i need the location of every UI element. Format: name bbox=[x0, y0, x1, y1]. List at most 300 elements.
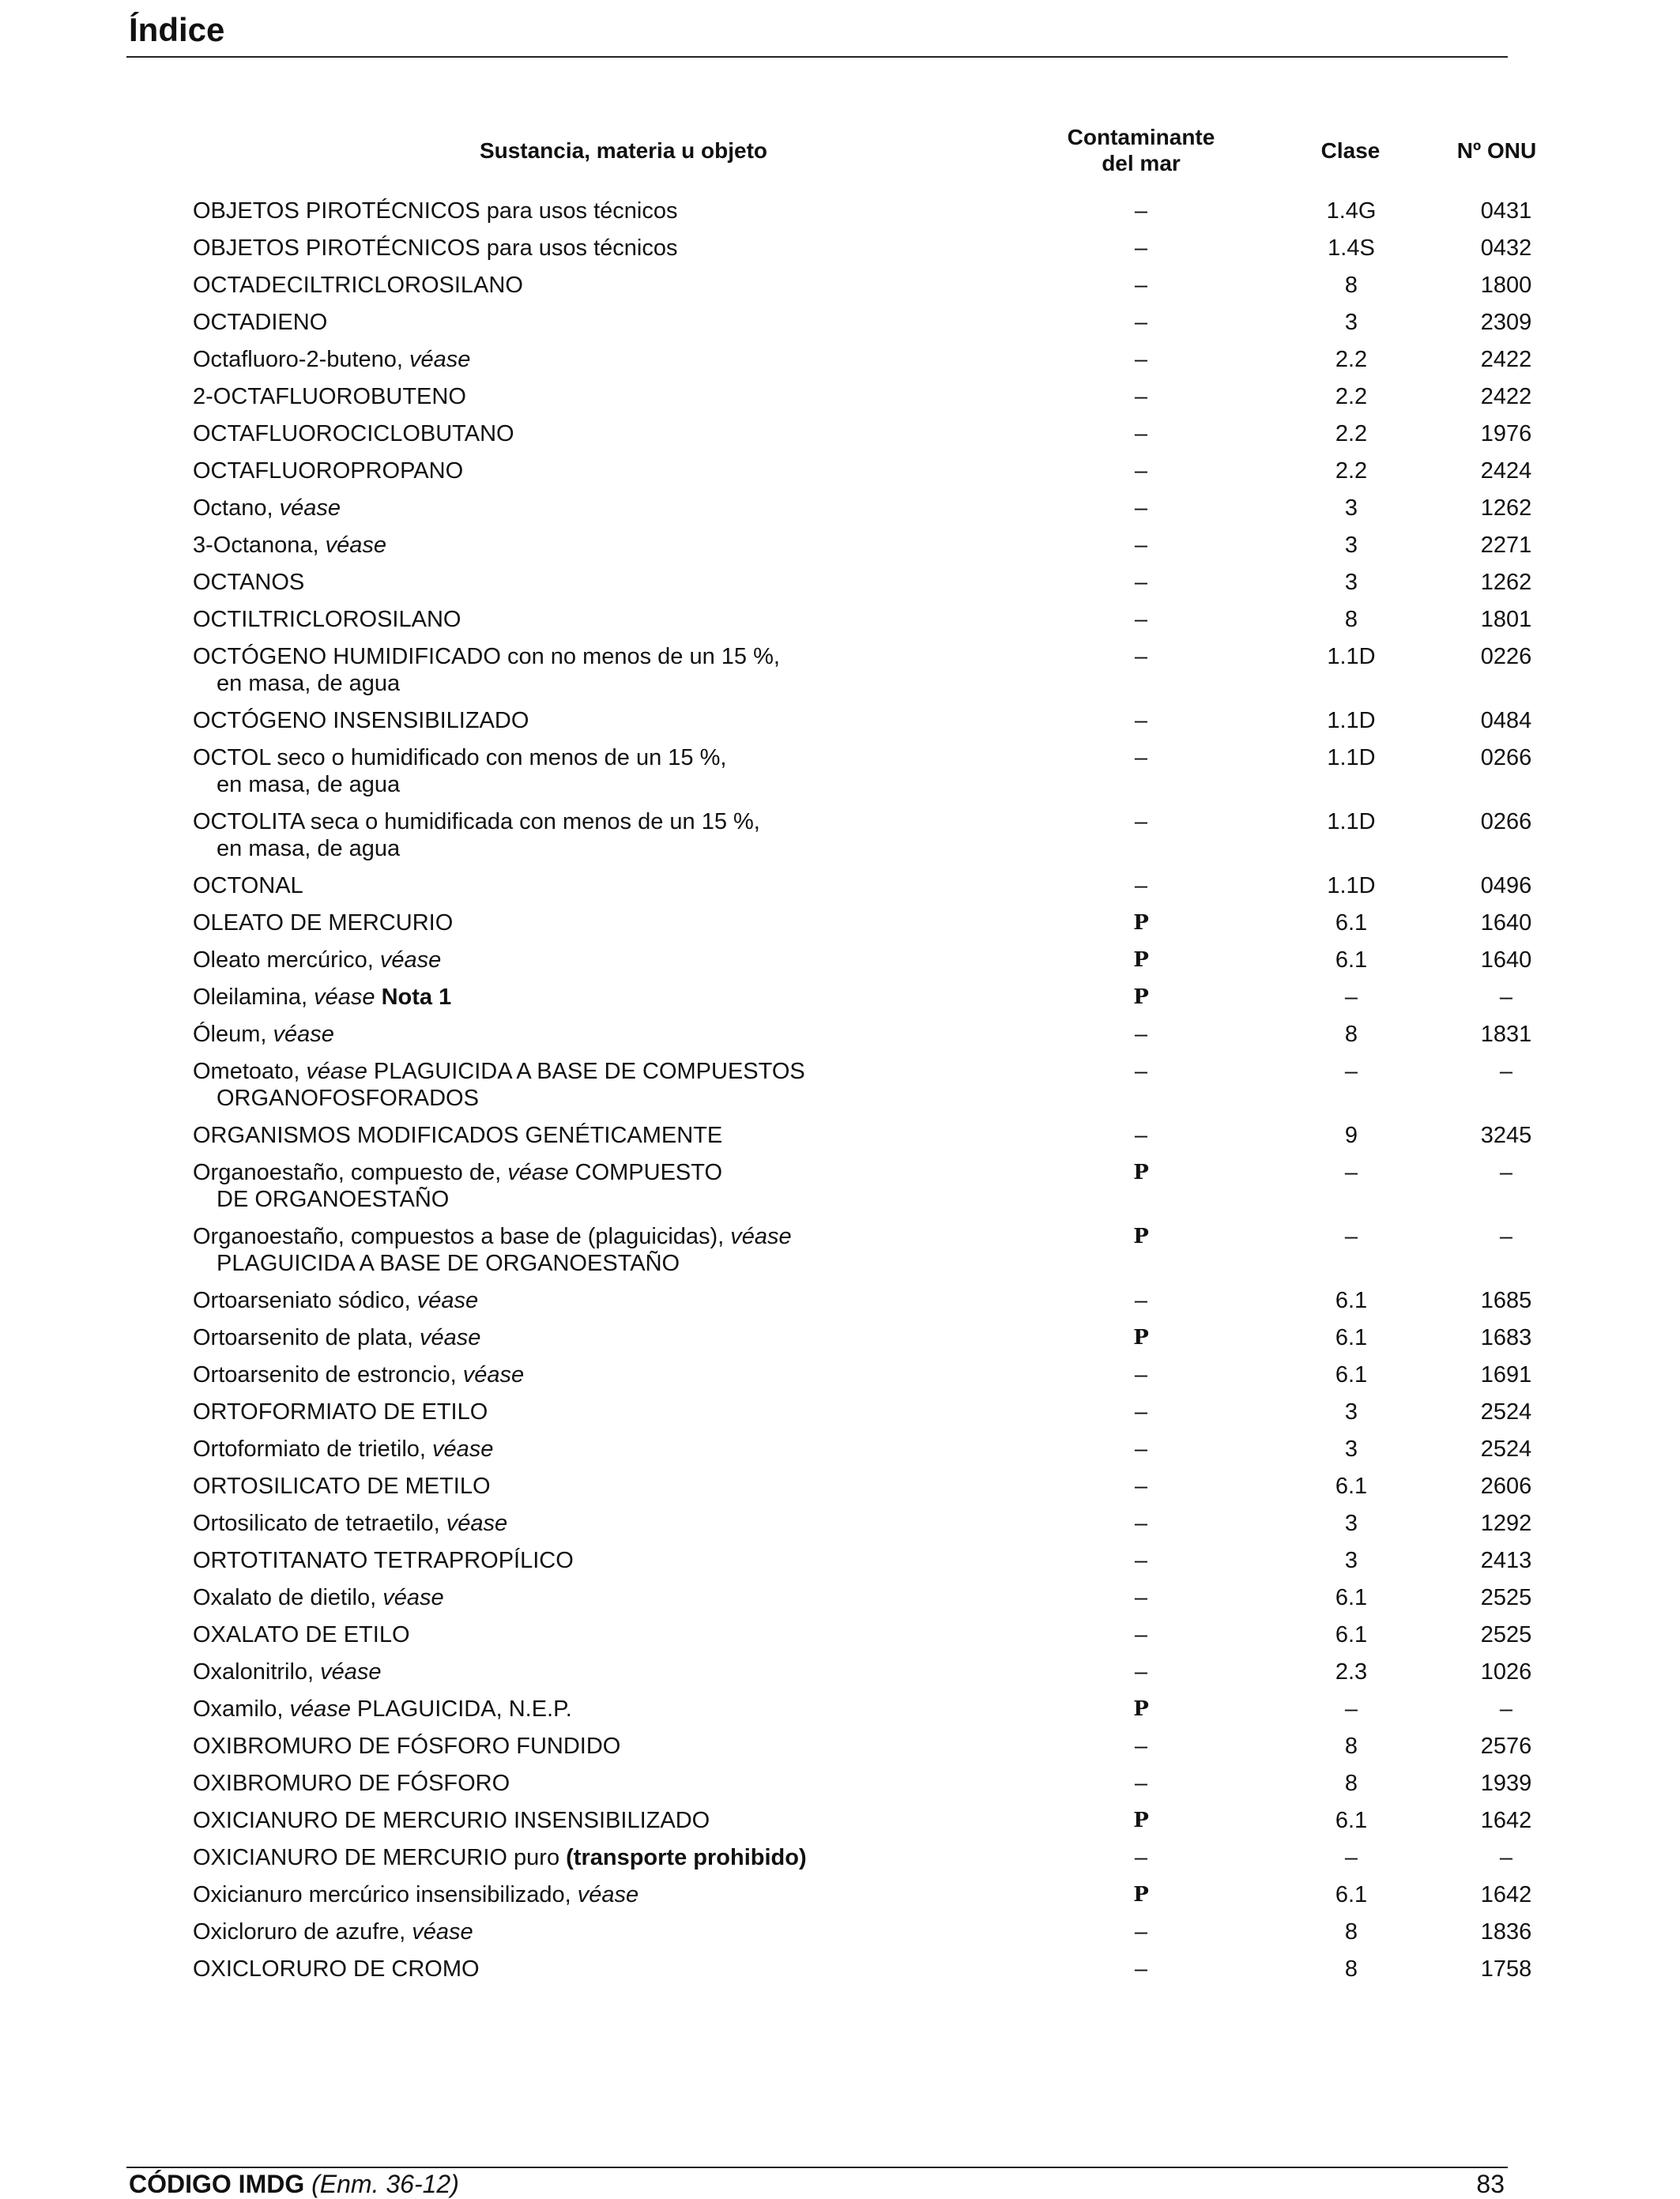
class-cell: 6.1 bbox=[1335, 910, 1368, 936]
class-cell: 1.4S bbox=[1328, 235, 1375, 261]
table-row bbox=[193, 272, 1532, 309]
marine-pollutant-cell: – bbox=[1134, 1511, 1148, 1536]
substance-name-segment: OCTOL seco o humidificado con menos de un 15 %, bbox=[193, 745, 727, 770]
substance-name bbox=[193, 808, 904, 862]
class-cell: 1.1D bbox=[1327, 644, 1376, 669]
un-number-cell: 2424 bbox=[1480, 458, 1532, 484]
un-number-cell: 2525 bbox=[1480, 1585, 1532, 1610]
table-header bbox=[193, 124, 1537, 178]
un-number-cell: – bbox=[1499, 1696, 1513, 1722]
column-header-marine-pollutant: Contaminante del mar bbox=[1067, 125, 1215, 175]
un-number-cell: 1262 bbox=[1480, 570, 1532, 595]
substance-name bbox=[193, 984, 904, 1011]
substance-name bbox=[193, 1122, 904, 1149]
class-cell: 8 bbox=[1344, 1734, 1358, 1759]
marine-pollutant-cell: P bbox=[1133, 1225, 1149, 1248]
substance-name bbox=[193, 1844, 904, 1871]
un-number-cell: 1640 bbox=[1480, 947, 1532, 973]
class-cell: 6.1 bbox=[1335, 1808, 1368, 1833]
substance-name bbox=[193, 643, 904, 697]
substance-name bbox=[193, 744, 904, 798]
un-number-cell: 0266 bbox=[1480, 809, 1532, 834]
substance-name-segment: Óleum, bbox=[193, 1022, 273, 1047]
marine-pollutant-cell: – bbox=[1134, 533, 1148, 558]
substance-name bbox=[193, 606, 904, 633]
substance-name-segment: véase bbox=[325, 533, 387, 558]
marine-pollutant-cell: – bbox=[1134, 495, 1148, 521]
substance-name-segment: OXIBROMURO DE FÓSFORO FUNDIDO bbox=[193, 1734, 621, 1759]
table-row bbox=[193, 569, 1532, 606]
table-row bbox=[193, 1473, 1532, 1510]
substance-name bbox=[193, 420, 904, 447]
un-number-cell: 1685 bbox=[1480, 1288, 1532, 1313]
substance-name-segment: véase bbox=[432, 1437, 494, 1462]
table-row bbox=[193, 1956, 1532, 1993]
un-number-cell: 1262 bbox=[1480, 495, 1532, 521]
substance-name bbox=[193, 1547, 904, 1574]
marine-pollutant-cell: – bbox=[1134, 1659, 1148, 1685]
table-row bbox=[193, 1399, 1532, 1436]
substance-name bbox=[193, 909, 904, 936]
class-cell: 1.1D bbox=[1327, 809, 1376, 834]
substance-name-segment: OXICIANURO DE MERCURIO puro bbox=[193, 1845, 567, 1870]
class-cell: 6.1 bbox=[1335, 1882, 1368, 1907]
substance-name-segment: Oxalonitrilo, bbox=[193, 1659, 321, 1685]
marine-pollutant-cell: – bbox=[1134, 1399, 1148, 1425]
column-header-substance: Sustancia, materia u objeto bbox=[479, 138, 768, 163]
substance-name-segment: Ortoformiato de trietilo, bbox=[193, 1437, 432, 1462]
column-header-class: Clase bbox=[1320, 138, 1381, 163]
class-cell: – bbox=[1344, 1696, 1358, 1722]
substance-name-segment: ORTOTITANATO TETRAPROPÍLICO bbox=[193, 1548, 574, 1573]
substance-name-segment: Organoestaño, compuestos a base de (plaguicidas), bbox=[193, 1224, 731, 1249]
substance-name bbox=[193, 272, 904, 299]
class-cell: 9 bbox=[1344, 1123, 1358, 1148]
marine-pollutant-cell: – bbox=[1134, 708, 1148, 733]
un-number-cell: 2524 bbox=[1480, 1399, 1532, 1425]
substance-name bbox=[193, 1770, 904, 1797]
index-table bbox=[193, 124, 1537, 1993]
marine-pollutant-cell: – bbox=[1134, 458, 1148, 484]
marine-pollutant-cell: – bbox=[1134, 1734, 1148, 1759]
marine-pollutant-cell: – bbox=[1134, 384, 1148, 409]
un-number-cell: 1642 bbox=[1480, 1882, 1532, 1907]
table-row bbox=[193, 420, 1532, 457]
substance-name-segment bbox=[375, 985, 382, 1010]
table-row bbox=[193, 1058, 1513, 1122]
class-cell: 3 bbox=[1344, 495, 1358, 521]
substance-name-segment: OBJETOS PIROTÉCNICOS para usos técnicos bbox=[193, 198, 678, 224]
marine-pollutant-cell: – bbox=[1134, 1474, 1148, 1499]
class-cell: 6.1 bbox=[1335, 1288, 1368, 1313]
substance-name-segment: PLAGUICIDA A BASE DE ORGANOESTAÑO bbox=[217, 1251, 680, 1276]
table-row bbox=[193, 643, 1532, 707]
marine-pollutant-cell: P bbox=[1133, 1326, 1149, 1350]
class-cell: – bbox=[1344, 985, 1358, 1010]
table-row bbox=[193, 1621, 1532, 1659]
class-cell: 3 bbox=[1344, 310, 1358, 335]
publication-name: CÓDIGO IMDG bbox=[129, 2170, 305, 2198]
marine-pollutant-cell: – bbox=[1134, 1123, 1148, 1148]
substance-name-segment: OXICIANURO DE MERCURIO INSENSIBILIZADO bbox=[193, 1808, 710, 1833]
table-row bbox=[193, 1807, 1532, 1844]
marine-pollutant-cell: – bbox=[1134, 310, 1148, 335]
marine-pollutant-cell: – bbox=[1134, 1771, 1148, 1796]
substance-name-segment: OCTAFLUOROPROPANO bbox=[193, 458, 464, 484]
class-cell: 6.1 bbox=[1335, 1474, 1368, 1499]
substance-name-segment: véase bbox=[289, 1696, 351, 1722]
substance-name-segment: Octano, bbox=[193, 495, 280, 521]
un-number-cell: 1758 bbox=[1480, 1956, 1532, 1982]
class-cell: 3 bbox=[1344, 570, 1358, 595]
un-number-cell: 1640 bbox=[1480, 910, 1532, 936]
substance-name-segment: Octafluoro-2-buteno, bbox=[193, 347, 410, 372]
table-row bbox=[193, 909, 1532, 947]
table-row bbox=[193, 1223, 1513, 1287]
un-number-cell: 2524 bbox=[1480, 1437, 1532, 1462]
marine-pollutant-cell: – bbox=[1134, 745, 1148, 770]
class-cell: 8 bbox=[1344, 1022, 1358, 1047]
marine-pollutant-cell: – bbox=[1134, 607, 1148, 632]
marine-pollutant-cell: – bbox=[1134, 1059, 1148, 1084]
substance-name-segment: véase bbox=[462, 1362, 525, 1388]
substance-name-segment: véase bbox=[507, 1160, 569, 1185]
un-number-cell: – bbox=[1499, 985, 1513, 1010]
un-number-cell: 1800 bbox=[1480, 273, 1532, 298]
header-rule bbox=[126, 56, 1508, 58]
substance-name-segment: OXALATO DE ETILO bbox=[193, 1622, 410, 1647]
substance-name-segment: 2-OCTAFLUOROBUTENO bbox=[193, 384, 466, 409]
marine-pollutant-cell: P bbox=[1133, 1697, 1149, 1721]
substance-name-segment: Oleilamina, bbox=[193, 985, 315, 1010]
substance-name-segment: véase bbox=[419, 1325, 481, 1350]
table-row bbox=[193, 872, 1532, 909]
substance-name bbox=[193, 1881, 904, 1908]
table-row bbox=[193, 346, 1532, 383]
substance-name bbox=[193, 1696, 904, 1723]
substance-name bbox=[193, 1956, 904, 1982]
footer-publication bbox=[129, 2170, 459, 2199]
un-number-cell: 1801 bbox=[1480, 607, 1532, 632]
table-row bbox=[193, 707, 1532, 744]
substance-name bbox=[193, 1361, 904, 1388]
substance-name-segment: véase bbox=[446, 1511, 508, 1536]
un-number-cell: 0432 bbox=[1480, 235, 1532, 261]
un-number-cell: 1939 bbox=[1480, 1771, 1532, 1796]
substance-name-segment: ORGANOFOSFORADOS bbox=[217, 1086, 479, 1111]
substance-name-segment: PLAGUICIDA A BASE DE COMPUESTOS bbox=[367, 1059, 805, 1084]
un-number-cell: 0431 bbox=[1480, 198, 1532, 224]
substance-name-segment: OXICLORURO DE CROMO bbox=[193, 1956, 480, 1982]
class-cell: – bbox=[1344, 1224, 1358, 1249]
table-row bbox=[193, 235, 1532, 272]
class-cell: 1.4G bbox=[1326, 198, 1377, 224]
substance-name bbox=[193, 1399, 904, 1425]
substance-name-segment: véase bbox=[314, 985, 375, 1010]
substance-name bbox=[193, 1223, 904, 1277]
substance-name-segment: Ortoarsenito de plata, bbox=[193, 1325, 420, 1350]
substance-name bbox=[193, 1287, 904, 1314]
table-row bbox=[193, 1733, 1532, 1770]
table-row bbox=[193, 1122, 1532, 1159]
substance-name-segment: véase bbox=[306, 1059, 367, 1084]
substance-name-segment: OCTÓGENO HUMIDIFICADO con no menos de un 15 %, bbox=[193, 644, 780, 669]
substance-name bbox=[193, 1918, 904, 1945]
substance-name bbox=[193, 532, 904, 559]
substance-name bbox=[193, 1807, 904, 1834]
substance-name-segment: véase bbox=[320, 1659, 382, 1685]
substance-name bbox=[193, 947, 904, 973]
table-row bbox=[193, 1159, 1513, 1223]
un-number-cell: – bbox=[1499, 1224, 1513, 1249]
un-number-cell: 1976 bbox=[1480, 421, 1532, 446]
substance-name-continuation bbox=[193, 835, 904, 862]
marine-pollutant-cell: – bbox=[1134, 1919, 1148, 1945]
substance-name-segment: Oxamilo, bbox=[193, 1696, 290, 1722]
substance-name bbox=[193, 235, 904, 262]
substance-name bbox=[193, 1473, 904, 1500]
marine-pollutant-cell: – bbox=[1134, 1362, 1148, 1388]
table-row bbox=[193, 198, 1532, 235]
substance-name-segment: Oxicloruro de azufre, bbox=[193, 1919, 412, 1945]
marine-pollutant-cell: – bbox=[1134, 1548, 1148, 1573]
un-number-cell: – bbox=[1499, 1845, 1513, 1870]
table-row bbox=[193, 1361, 1532, 1399]
un-number-cell: 2422 bbox=[1480, 384, 1532, 409]
class-cell: – bbox=[1344, 1059, 1358, 1084]
marine-pollutant-cell: P bbox=[1133, 911, 1149, 935]
class-cell: – bbox=[1344, 1160, 1358, 1185]
substance-name-segment: véase bbox=[412, 1919, 473, 1945]
table-row bbox=[193, 744, 1532, 808]
class-cell: 3 bbox=[1344, 1399, 1358, 1425]
class-cell: 3 bbox=[1344, 533, 1358, 558]
class-cell: 6.1 bbox=[1335, 1622, 1368, 1647]
substance-name-segment: Ortoarsenito de estroncio, bbox=[193, 1362, 463, 1388]
class-cell: 3 bbox=[1344, 1548, 1358, 1573]
footer-rule bbox=[126, 2167, 1508, 2168]
un-number-cell: 2525 bbox=[1480, 1622, 1532, 1647]
substance-name bbox=[193, 1436, 904, 1463]
substance-name-segment: OBJETOS PIROTÉCNICOS para usos técnicos bbox=[193, 235, 678, 261]
table-row bbox=[193, 808, 1532, 872]
substance-name-segment: en masa, de agua bbox=[217, 836, 401, 861]
table-row bbox=[193, 1287, 1532, 1324]
substance-name-segment: en masa, de agua bbox=[217, 772, 401, 797]
class-cell: 2.3 bbox=[1335, 1659, 1368, 1685]
table-row bbox=[193, 1696, 1513, 1733]
table-row bbox=[193, 1324, 1532, 1361]
class-cell: 1.1D bbox=[1327, 708, 1376, 733]
class-cell: 6.1 bbox=[1335, 1362, 1368, 1388]
substance-name-segment: OCTÓGENO INSENSIBILIZADO bbox=[193, 708, 529, 733]
substance-name bbox=[193, 1659, 904, 1685]
un-number-cell: 2413 bbox=[1480, 1548, 1532, 1573]
un-number-cell: 2576 bbox=[1480, 1734, 1532, 1759]
substance-name-segment: OCTADIENO bbox=[193, 310, 328, 335]
substance-name-segment: véase bbox=[279, 495, 341, 521]
substance-name-continuation bbox=[193, 1186, 904, 1213]
publication-edition: (Enm. 36-12) bbox=[311, 2170, 459, 2198]
substance-name-segment: ORTOFORMIATO DE ETILO bbox=[193, 1399, 488, 1425]
marine-pollutant-cell: – bbox=[1134, 273, 1148, 298]
table-row bbox=[193, 1918, 1532, 1956]
substance-name bbox=[193, 569, 904, 596]
substance-name-continuation bbox=[193, 670, 904, 697]
table-row bbox=[193, 1659, 1532, 1696]
substance-name-segment: OCTAFLUOROCICLOBUTANO bbox=[193, 421, 514, 446]
substance-name-segment: ORGANISMOS MODIFICADOS GENÉTICAMENTE bbox=[193, 1123, 723, 1148]
class-cell: – bbox=[1344, 1845, 1358, 1870]
marine-pollutant-cell: – bbox=[1134, 1622, 1148, 1647]
substance-name-segment: véase bbox=[577, 1882, 639, 1907]
class-cell: 8 bbox=[1344, 1771, 1358, 1796]
substance-name-segment: véase bbox=[382, 1585, 444, 1610]
un-number-cell: – bbox=[1499, 1059, 1513, 1084]
marine-pollutant-cell: – bbox=[1134, 421, 1148, 446]
table-row bbox=[193, 606, 1532, 643]
substance-name bbox=[193, 346, 904, 373]
un-number-cell: 2271 bbox=[1480, 533, 1532, 558]
marine-pollutant-cell: – bbox=[1134, 1437, 1148, 1462]
substance-name-continuation bbox=[193, 1250, 904, 1277]
marine-pollutant-cell: – bbox=[1134, 1288, 1148, 1313]
substance-name-segment: Ortosilicato de tetraetilo, bbox=[193, 1511, 446, 1536]
substance-name bbox=[193, 198, 904, 224]
un-number-cell: 0496 bbox=[1480, 873, 1532, 898]
substance-name-segment: Oleato mercúrico, bbox=[193, 947, 380, 973]
class-cell: 3 bbox=[1344, 1437, 1358, 1462]
table-row bbox=[193, 1547, 1532, 1584]
un-number-cell: 1691 bbox=[1480, 1362, 1532, 1388]
class-cell: 8 bbox=[1344, 1956, 1358, 1982]
class-cell: 2.2 bbox=[1335, 421, 1368, 446]
table-row bbox=[193, 1770, 1532, 1807]
class-cell: 1.1D bbox=[1327, 873, 1376, 898]
marine-pollutant-cell: – bbox=[1134, 198, 1148, 224]
table-row bbox=[193, 457, 1532, 495]
substance-name-segment: OCTOLITA seca o humidificada con menos de un 15 %, bbox=[193, 809, 760, 834]
un-number-cell: 0226 bbox=[1480, 644, 1532, 669]
un-number-cell: – bbox=[1499, 1160, 1513, 1185]
substance-name-segment: 3-Octanona, bbox=[193, 533, 326, 558]
substance-name bbox=[193, 1584, 904, 1611]
marine-pollutant-cell: – bbox=[1134, 1956, 1148, 1982]
substance-name-segment: OXIBROMURO DE FÓSFORO bbox=[193, 1771, 510, 1796]
class-cell: 6.1 bbox=[1335, 1325, 1368, 1350]
substance-name-segment: ORTOSILICATO DE METILO bbox=[193, 1474, 491, 1499]
un-number-cell: 1026 bbox=[1480, 1659, 1532, 1685]
substance-name bbox=[193, 1733, 904, 1760]
marine-pollutant-cell: – bbox=[1134, 809, 1148, 834]
page-number: 83 bbox=[1476, 2170, 1505, 2198]
substance-name-segment: PLAGUICIDA, N.E.P. bbox=[350, 1696, 572, 1722]
substance-name bbox=[193, 1159, 904, 1213]
substance-name bbox=[193, 1510, 904, 1537]
substance-name-segment: OCTADECILTRICLOROSILANO bbox=[193, 273, 523, 298]
table-row bbox=[193, 1436, 1532, 1473]
substance-name-segment: Ortoarseniato sódico, bbox=[193, 1288, 417, 1313]
page-title: Índice bbox=[129, 11, 225, 48]
substance-name bbox=[193, 1324, 904, 1351]
class-cell: 8 bbox=[1344, 273, 1358, 298]
substance-name-segment: OCTANOS bbox=[193, 570, 305, 595]
un-number-cell: 3245 bbox=[1480, 1123, 1532, 1148]
marine-pollutant-cell: – bbox=[1134, 570, 1148, 595]
substance-name bbox=[193, 457, 904, 484]
substance-name bbox=[193, 495, 904, 522]
un-number-cell: 1642 bbox=[1480, 1808, 1532, 1833]
class-cell: 8 bbox=[1344, 1919, 1358, 1945]
substance-name-segment: véase bbox=[273, 1022, 334, 1047]
marine-pollutant-cell: P bbox=[1133, 1161, 1149, 1184]
substance-name-segment: (transporte prohibido) bbox=[566, 1845, 807, 1870]
marine-pollutant-cell: – bbox=[1134, 235, 1148, 261]
table-row bbox=[193, 947, 1532, 984]
substance-name-segment: Nota 1 bbox=[381, 985, 452, 1010]
substance-name-segment: OCTONAL bbox=[193, 873, 303, 898]
substance-name bbox=[193, 383, 904, 410]
table-row bbox=[193, 1881, 1532, 1918]
class-cell: 2.2 bbox=[1335, 458, 1368, 484]
class-cell: 6.1 bbox=[1335, 947, 1368, 973]
substance-name-segment: OCTILTRICLOROSILANO bbox=[193, 607, 461, 632]
substance-name-segment: véase bbox=[409, 347, 471, 372]
un-number-cell: 1836 bbox=[1480, 1919, 1532, 1945]
substance-name-segment: OLEATO DE MERCURIO bbox=[193, 910, 454, 936]
table-row bbox=[193, 383, 1532, 420]
un-number-cell: 2309 bbox=[1480, 310, 1532, 335]
substance-name-continuation bbox=[193, 1085, 904, 1112]
class-cell: 3 bbox=[1344, 1511, 1358, 1536]
substance-name-segment: Ometoato, bbox=[193, 1059, 307, 1084]
substance-name-segment: Oxalato de dietilo, bbox=[193, 1585, 383, 1610]
table-row bbox=[193, 495, 1532, 532]
un-number-cell: 1683 bbox=[1480, 1325, 1532, 1350]
table-row bbox=[193, 309, 1532, 346]
substance-name-segment: COMPUESTO bbox=[568, 1160, 723, 1185]
table-body bbox=[193, 198, 1532, 1993]
marine-pollutant-cell: – bbox=[1134, 1845, 1148, 1870]
table-row bbox=[193, 532, 1532, 569]
un-number-cell: 2422 bbox=[1480, 347, 1532, 372]
un-number-cell: 2606 bbox=[1480, 1474, 1532, 1499]
substance-name bbox=[193, 1021, 904, 1048]
class-cell: 2.2 bbox=[1335, 384, 1368, 409]
marine-pollutant-cell: P bbox=[1133, 1883, 1149, 1907]
substance-name bbox=[193, 872, 904, 899]
table-row bbox=[193, 984, 1513, 1021]
table-row bbox=[193, 1584, 1532, 1621]
table-row bbox=[193, 1844, 1513, 1881]
marine-pollutant-cell: – bbox=[1134, 644, 1148, 669]
un-number-cell: 0266 bbox=[1480, 745, 1532, 770]
substance-name-continuation bbox=[193, 771, 904, 798]
marine-pollutant-cell: P bbox=[1133, 985, 1149, 1009]
class-cell: 1.1D bbox=[1327, 745, 1376, 770]
substance-name-segment: en masa, de agua bbox=[217, 671, 401, 696]
un-number-cell: 1292 bbox=[1480, 1511, 1532, 1536]
marine-pollutant-cell: – bbox=[1134, 347, 1148, 372]
table-row bbox=[193, 1510, 1532, 1547]
substance-name-segment: Organoestaño, compuesto de, bbox=[193, 1160, 508, 1185]
marine-pollutant-cell: P bbox=[1133, 1809, 1149, 1832]
marine-pollutant-cell: – bbox=[1134, 873, 1148, 898]
substance-name-segment: véase bbox=[730, 1224, 792, 1249]
column-header-un-number: Nº ONU bbox=[1456, 138, 1537, 163]
marine-pollutant-cell: – bbox=[1134, 1022, 1148, 1047]
substance-name bbox=[193, 1058, 904, 1112]
